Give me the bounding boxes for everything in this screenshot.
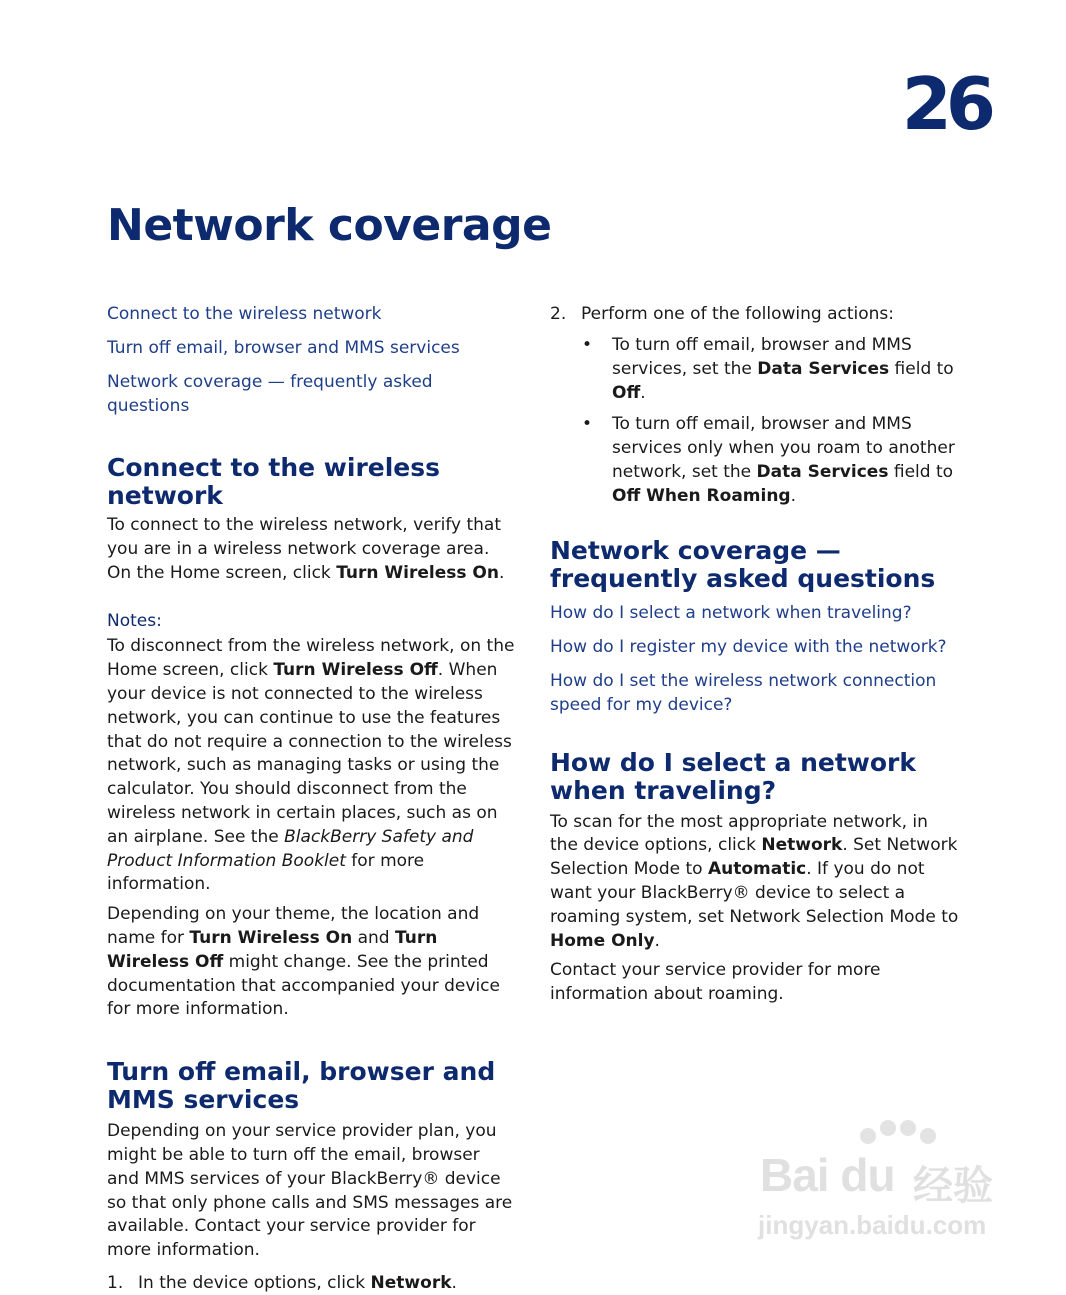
faq-link-connection-speed[interactable]: How do I set the wireless network connection speed for my device? [550,670,937,715]
left-column [107,302,517,1295]
list-item: • To turn off email, browser and MMS services, set the Data Services field to Off. [582,335,954,403]
connect-intro: To connect to the wireless network, verify that you are in a wireless network coverage area. On the Home screen, click Turn Wireless On. [107,515,505,583]
step-2-options [582,334,960,509]
section-heading-connect: Connect to the wireless network [107,453,441,510]
chapter-toc [107,302,517,418]
watermark-url: jingyan.baidu.com [758,1210,987,1240]
select-network-body: To scan for the most appropriate network, in the device options, click Network. Set Network Selection Mode to Automatic. If you do not want your BlackBerry® device to select a roaming system, set Network Selection Mode to Home Only. [550,811,959,951]
page-title: Network coverage [107,200,552,251]
notes-label: Notes: [107,611,162,632]
select-network-contact: Contact your service provider for more information about roaming. [550,960,881,1005]
note-theme: Depending on your theme, the location and name for Turn Wireless On and Turn Wireless Off might change. See the printed documentation that accompanied your device for more information. [107,904,500,1020]
turn-off-body: Depending on your service provider plan, you might be able to turn off the email, browser and MMS services of your BlackBerry® device so that only phone calls and SMS messages are available. Contact your service provider for more information. [107,1121,513,1261]
faq-link-register-device[interactable]: How do I register my device with the network? [550,636,947,657]
toc-link-connect[interactable]: Connect to the wireless network [107,304,382,324]
faq-links [550,601,960,717]
toc-link-turn-off[interactable]: Turn off email, browser and MMS services [107,338,460,358]
faq-link-select-network[interactable]: How do I select a network when traveling? [550,602,912,623]
paw-logo-icon [838,1118,968,1158]
watermark-brand: Bai du [760,1149,895,1201]
list-item: • To turn off email, browser and MMS services only when you roam to another network, set the Data Services field to Off When Roaming. [582,414,955,506]
toc-link-faq[interactable]: Network coverage — frequently asked questions [107,372,433,416]
section-heading-select-network: How do I select a network when traveling? [550,747,917,805]
step-1-number: 1. [107,1272,124,1293]
step-1: 1. In the device options, click Network. [107,1272,457,1293]
step-2: 2. Perform one of the following actions: [550,304,895,324]
chapter-number: 26 [901,62,990,146]
baidu-watermark [748,1118,1018,1248]
watermark-cn: 经验 [913,1163,993,1209]
step-2-number: 2. [550,304,567,324]
section-heading-turn-off: Turn off email, browser and MMS services [107,1057,496,1115]
bullet-icon: • [582,335,593,355]
note-disconnect: To disconnect from the wireless network, on the Home screen, click Turn Wireless Off. When your device is not connected to the wireless network, you can continue to use the features that do not require a connection to the wireless network, such as managing tasks or using the calculator. You should disconnect from the wireless network in certain places, such as on an airplane. See the BlackBerry Safety and Product Information Booklet for more information. [107,636,515,895]
bullet-icon: • [582,414,593,435]
right-column [550,302,960,1007]
section-heading-faq: Network coverage — frequently asked questions [550,535,936,593]
